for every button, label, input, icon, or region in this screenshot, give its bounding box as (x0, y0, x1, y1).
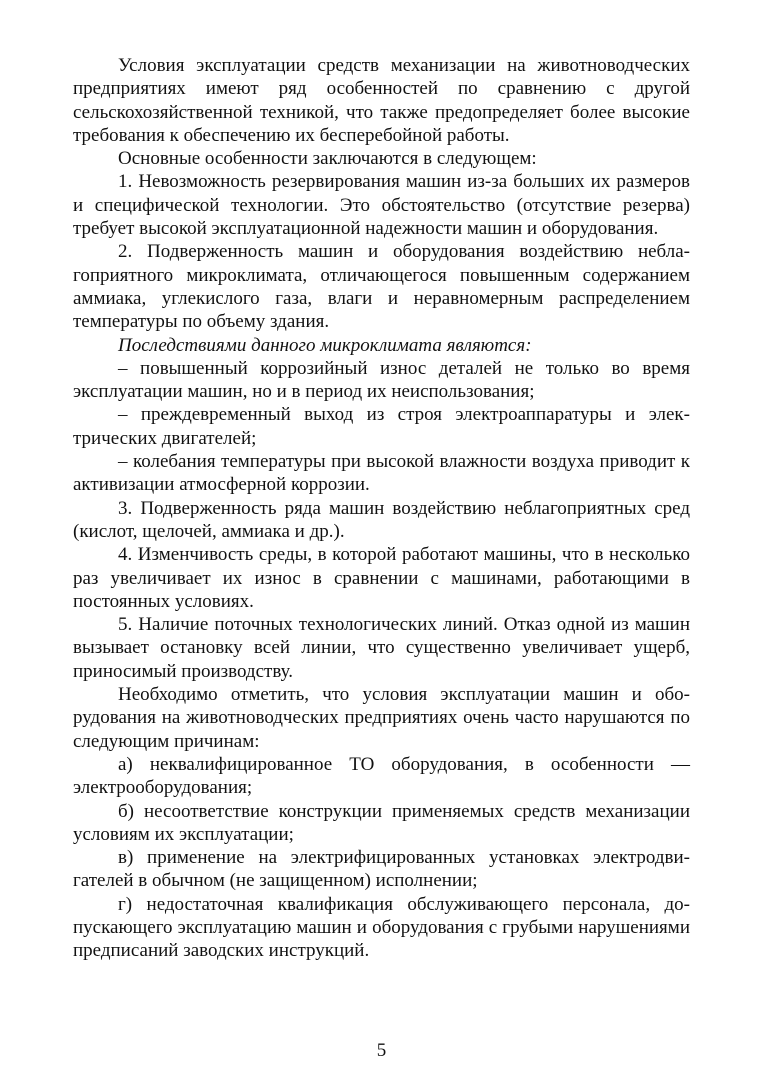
paragraph-reason-d: г) недостаточная квалификация обслуживающего персонала, допускающего эксплуатацию машин и оборудования с грубыми нарушениями предписаний заводских инструкций. (73, 893, 690, 962)
paragraph-intro: Условия эксплуатации средств механизации на животноводческих предприятиях имеют ряд особенностей по сравнению с другой сельскохозяйственной техникой, что также предопределяет более высокие требования к обеспечению их бесперебойной работы. (73, 55, 690, 146)
page-number: 5 (376, 1040, 387, 1061)
paragraph-reason-b: б) несоответствие конструкции применяемых средств механизации условиям их эксплуатации; (73, 800, 690, 845)
paragraph-reason-c: в) применение на электрифицированных установках электродвигателей в обычном (не защищенном) исполнении; (73, 847, 690, 892)
paragraph-feature-2: 2. Подверженность машин и оборудования воздействию неблагоприятного микроклимата, отличающегося повышенным содержанием аммиака, углекислого газа, влаги и неравномерным распределением температуры по объему здания. (73, 241, 690, 333)
paragraph-reason-a: а) неквалифицированное ТО оборудования, в особенности — электрооборудования; (73, 753, 690, 799)
paragraph-consequence-2: – преждевременный выход из строя электроаппаратуры и электрических двигателей; (73, 404, 690, 449)
paragraph-consequence-3: – колебания температуры при высокой влажности воздуха приводит к активизации атмосферной коррозии. (73, 451, 690, 496)
paragraph-feature-3: 3. Подверженность ряда машин воздействию неблагоприятных сред (кислот, щелочей, аммиака и др.). (73, 497, 690, 542)
paragraph-consequence-1: – повышенный коррозийный износ деталей не только во время эксплуатации машин, но и в период их неиспользования; (73, 357, 690, 403)
page-body (73, 54, 690, 963)
paragraph-main-features: Основные особенности заключаются в следующем: (118, 148, 537, 170)
paragraph-consequences-heading: Последствиями данного микроклимата являются: (118, 334, 532, 356)
paragraph-feature-5: 5. Наличие поточных технологических линий. Отказ одной из машин вызывает остановку всей линии, что существенно увеличивает ущерб, приносимый производству. (73, 614, 690, 682)
paragraph-feature-4: 4. Изменчивость среды, в которой работают машины, что в несколько раз увеличивает их износ в сравнении с машинами, работающими в постоянных условиях. (73, 544, 690, 612)
paragraph-feature-1: 1. Невозможность резервирования машин из-за больших их размеров и специфической технологии. Это обстоятельство (отсутствие резерва) требует высокой эксплуатационной надежности машин и оборудования. (73, 171, 690, 240)
paragraph-violations-intro: Необходимо отметить, что условия эксплуатации машин и оборудования на животноводческих предприятиях очень часто нарушаются по следующим причинам: (73, 684, 690, 752)
